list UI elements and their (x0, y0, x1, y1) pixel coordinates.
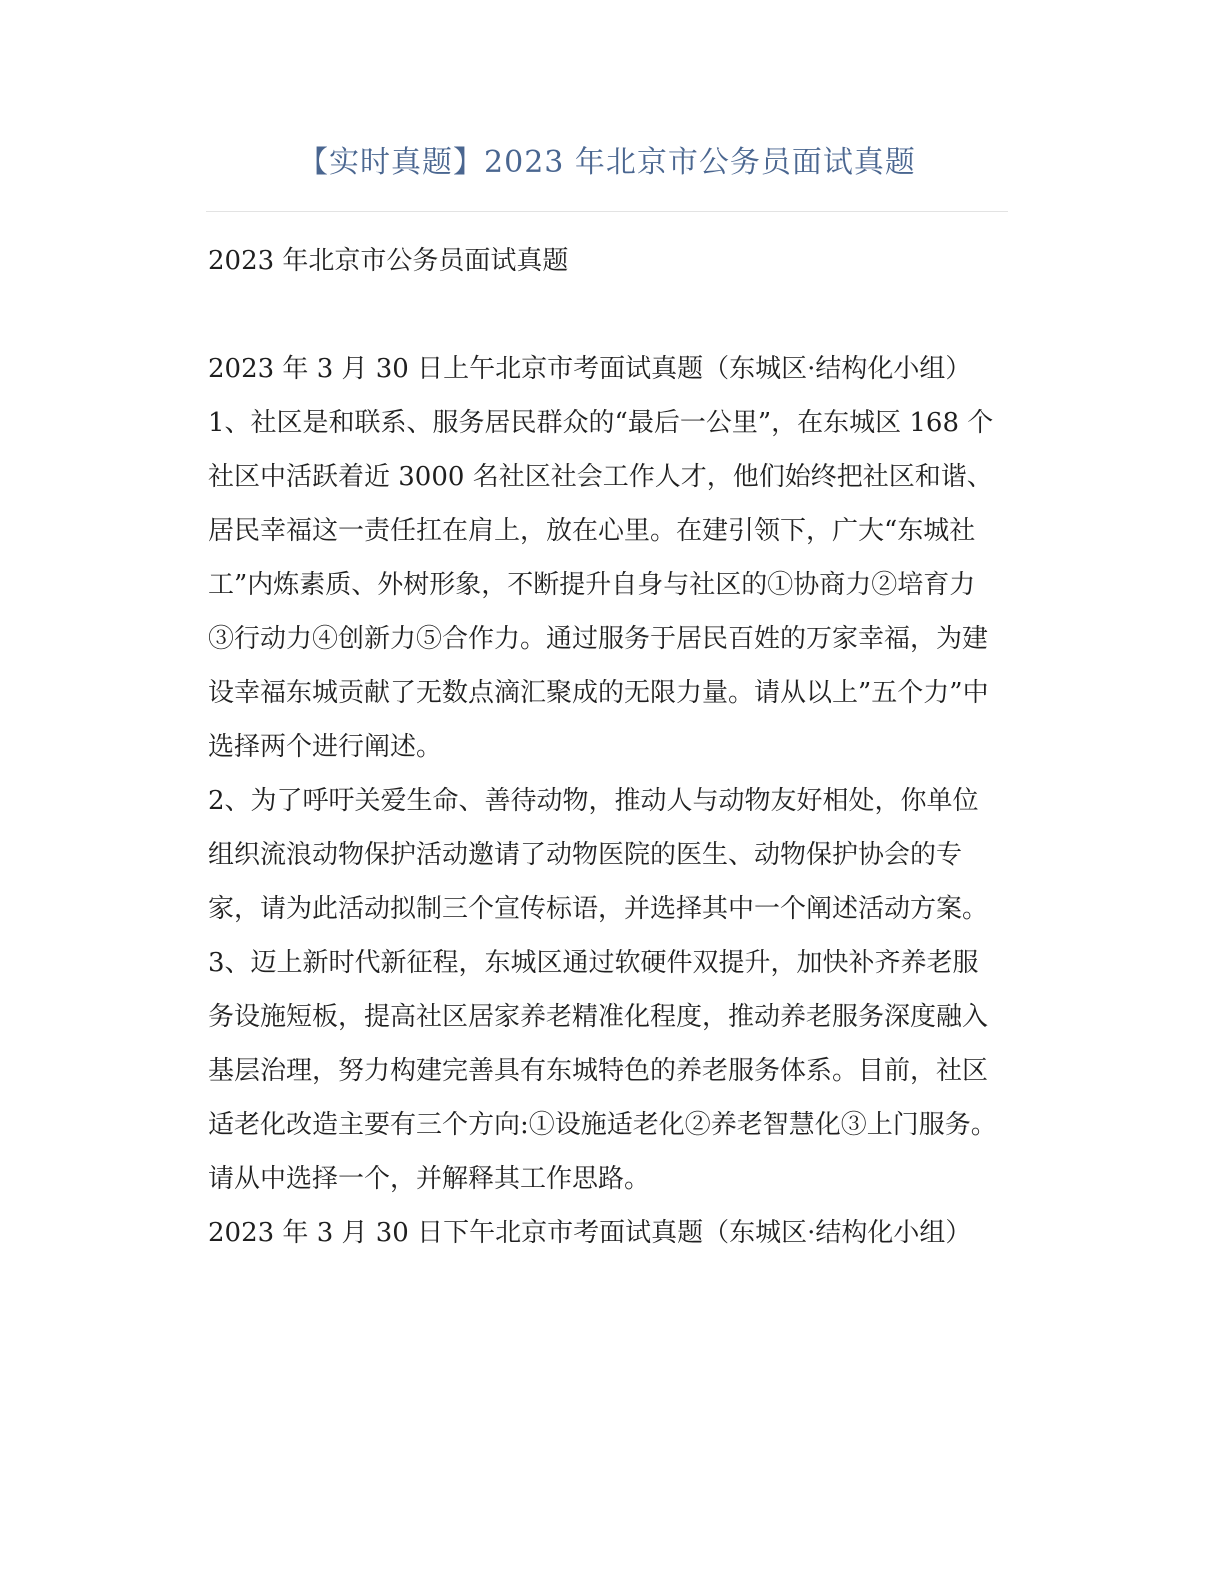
title-divider (206, 211, 1008, 212)
question-1: 1、社区是和联系、服务居民群众的“最后一公里”，在东城区 168 个社区中活跃着近 3000 名社区社会工作人才，他们始终把社区和谐、居民幸福这一责任扛在肩上，放在心里。在建引领下，广大“东城社工”内炼素质、外树形象，不断提升自身与社区的①协商力②培育力③行动力④创新力⑤合作力。通过服务于居民百姓的万家幸福，为建设幸福东城贡献了无数点滴汇聚成的无限力量。请从以上”五个力”中选择两个进行阐述。 (208, 408, 994, 762)
document-title: 【实时真题】2023 年北京市公务员面试真题 (298, 145, 916, 180)
session-heading-morning: 2023 年 3 月 30 日上午北京市考面试真题（东城区·结构化小组） (208, 354, 972, 384)
paragraph-gap (208, 288, 1000, 342)
document-subtitle: 2023 年北京市公务员面试真题 (208, 246, 569, 276)
question-3: 3、迈上新时代新征程，东城区通过软硬件双提升，加快补齐养老服务设施短板，提高社区居家养老精准化程度，推动养老服务深度融入基层治理，努力构建完善具有东城特色的养老服务体系。目前，社区适老化改造主要有三个方向:①设施适老化②养老智慧化③上门服务。请从中选择一个，并解释其工作思路。 (208, 948, 997, 1194)
session-heading-afternoon: 2023 年 3 月 30 日下午北京市考面试真题（东城区·结构化小组） (208, 1218, 972, 1248)
question-2: 2、为了呼吁关爱生命、善待动物，推动人与动物友好相处，你单位组织流浪动物保护活动邀请了动物医院的医生、动物保护协会的专家，请为此活动拟制三个宣传标语，并选择其中一个阐述活动方案。 (208, 786, 989, 924)
document-body (208, 234, 1000, 1260)
